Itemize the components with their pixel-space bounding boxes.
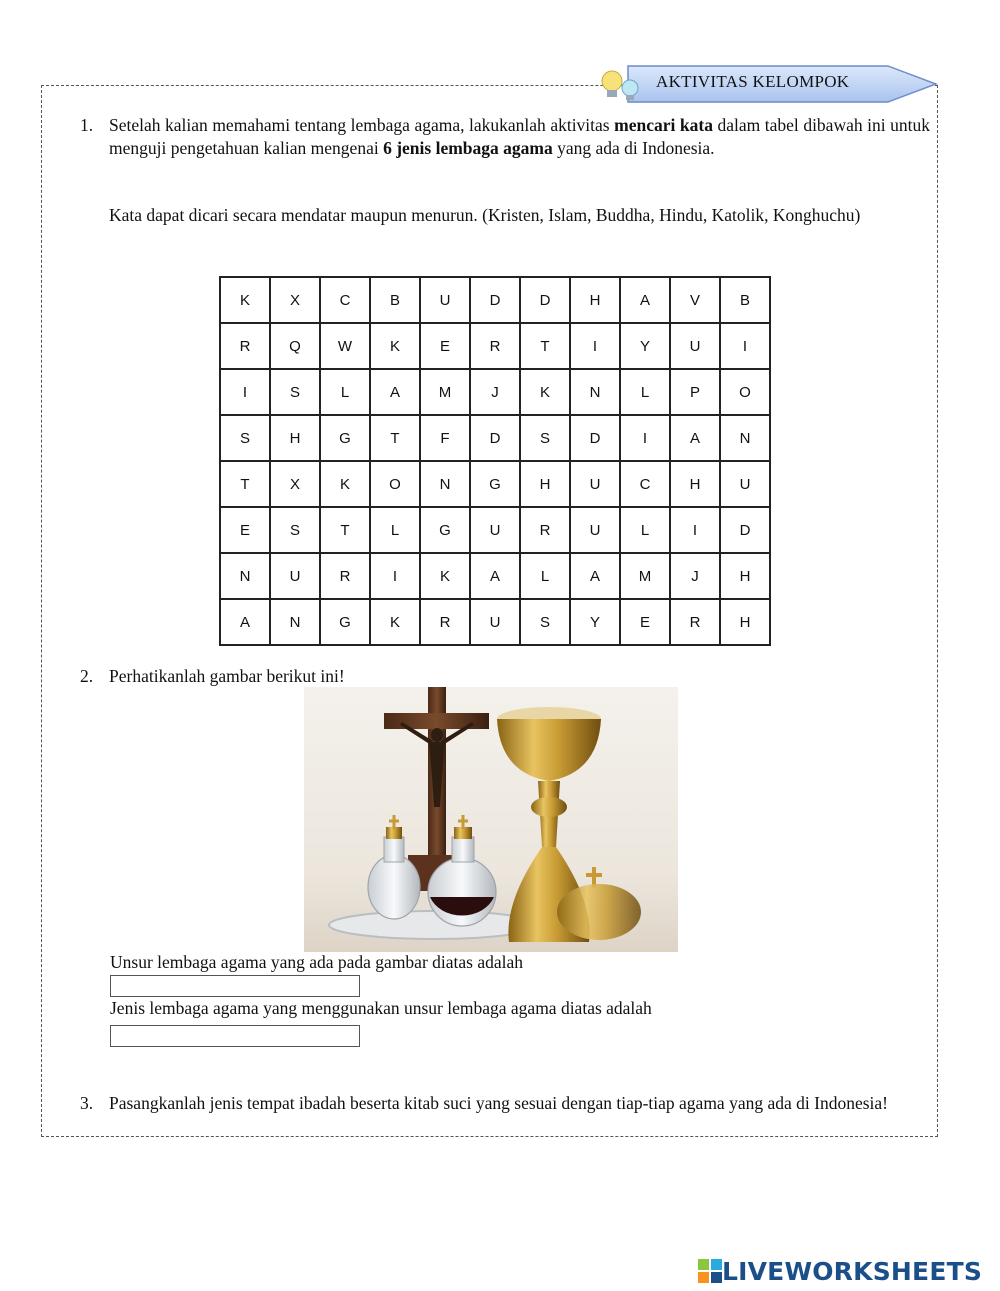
grid-cell[interactable]: A [620, 277, 670, 323]
grid-cell[interactable]: K [370, 599, 420, 645]
grid-cell[interactable]: R [520, 507, 570, 553]
grid-cell[interactable]: G [320, 599, 370, 645]
grid-cell[interactable]: X [270, 461, 320, 507]
answer-field-element[interactable] [110, 975, 360, 997]
question-number: 1. [80, 115, 94, 135]
grid-cell[interactable]: L [620, 369, 670, 415]
grid-cell[interactable]: I [620, 415, 670, 461]
grid-cell[interactable]: K [420, 553, 470, 599]
grid-cell[interactable]: L [520, 553, 570, 599]
grid-cell[interactable]: D [470, 415, 520, 461]
answer-prompt-2: Jenis lembaga agama yang menggunakan unsur lembaga agama diatas adalah [110, 998, 652, 1018]
grid-cell[interactable]: L [620, 507, 670, 553]
grid-cell[interactable]: U [670, 323, 720, 369]
grid-row [220, 415, 770, 461]
grid-cell[interactable]: E [220, 507, 270, 553]
grid-row [220, 461, 770, 507]
answer-field-religion[interactable] [110, 1025, 360, 1047]
grid-cell[interactable]: W [320, 323, 370, 369]
grid-cell[interactable]: K [320, 461, 370, 507]
grid-row [220, 323, 770, 369]
grid-cell[interactable]: A [220, 599, 270, 645]
grid-cell[interactable]: P [670, 369, 720, 415]
grid-cell[interactable]: H [270, 415, 320, 461]
grid-cell[interactable]: U [420, 277, 470, 323]
grid-cell[interactable]: A [570, 553, 620, 599]
grid-cell[interactable]: I [720, 323, 770, 369]
grid-cell[interactable]: M [620, 553, 670, 599]
grid-cell[interactable]: T [370, 415, 420, 461]
grid-cell[interactable]: E [620, 599, 670, 645]
grid-cell[interactable]: A [370, 369, 420, 415]
grid-cell[interactable]: D [720, 507, 770, 553]
grid-cell[interactable]: V [670, 277, 720, 323]
grid-cell[interactable]: L [370, 507, 420, 553]
grid-cell[interactable]: H [520, 461, 570, 507]
grid-cell[interactable]: R [320, 553, 370, 599]
grid-cell[interactable]: N [570, 369, 620, 415]
grid-cell[interactable]: F [420, 415, 470, 461]
grid-row [220, 369, 770, 415]
question-number: 3. [80, 1093, 94, 1113]
crucifix-chalice-cruets-photo [304, 687, 678, 952]
liveworksheets-logo[interactable] [698, 1256, 982, 1286]
grid-cell[interactable]: N [220, 553, 270, 599]
grid-cell[interactable]: U [570, 461, 620, 507]
grid-cell[interactable]: X [270, 277, 320, 323]
grid-cell[interactable]: C [620, 461, 670, 507]
grid-cell[interactable]: A [470, 553, 520, 599]
grid-cell[interactable]: N [720, 415, 770, 461]
grid-cell[interactable]: L [320, 369, 370, 415]
grid-cell[interactable]: I [370, 553, 420, 599]
grid-cell[interactable]: Y [570, 599, 620, 645]
grid-cell[interactable]: H [720, 553, 770, 599]
grid-cell[interactable]: E [420, 323, 470, 369]
grid-cell[interactable]: O [720, 369, 770, 415]
grid-cell[interactable]: U [270, 553, 320, 599]
grid-cell[interactable]: K [370, 323, 420, 369]
question-2-text: Perhatikanlah gambar berikut ini! [109, 666, 345, 686]
grid-cell[interactable]: K [520, 369, 570, 415]
grid-cell[interactable]: C [320, 277, 370, 323]
question-number: 2. [80, 666, 94, 686]
grid-cell[interactable]: U [470, 599, 520, 645]
grid-cell[interactable]: R [470, 323, 520, 369]
grid-row [220, 507, 770, 553]
badge-label: AKTIVITAS KELOMPOK [656, 72, 850, 91]
grid-cell[interactable]: D [570, 415, 620, 461]
grid-cell[interactable]: I [670, 507, 720, 553]
grid-cell[interactable]: S [270, 369, 320, 415]
grid-cell[interactable]: I [570, 323, 620, 369]
grid-cell[interactable]: Q [270, 323, 320, 369]
grid-cell[interactable]: U [570, 507, 620, 553]
grid-cell[interactable]: D [520, 277, 570, 323]
grid-cell[interactable]: G [320, 415, 370, 461]
word-search-grid [219, 276, 771, 646]
answer-prompt-1: Unsur lembaga agama yang ada pada gambar diatas adalah [110, 952, 524, 972]
liveworksheets-logo-text: LIVEWORKSHEETS [722, 1256, 983, 1286]
grid-cell[interactable]: G [420, 507, 470, 553]
grid-cell[interactable]: A [670, 415, 720, 461]
grid-cell[interactable]: S [220, 415, 270, 461]
grid-cell[interactable]: M [420, 369, 470, 415]
grid-cell[interactable]: U [720, 461, 770, 507]
grid-cell[interactable]: N [420, 461, 470, 507]
grid-cell[interactable]: R [420, 599, 470, 645]
question-3-text: Pasangkanlah jenis tempat ibadah beserta kitab suci yang sesuai dengan tiap-tiap agama yang ada di Indonesia! [109, 1093, 888, 1113]
grid-row [220, 553, 770, 599]
grid-cell[interactable]: T [220, 461, 270, 507]
question-1-text: Setelah kalian memahami tentang lembaga agama, lakukanlah aktivitas mencari kata dalam tabel dibawah ini untuk menguji pengetahuan kalian mengenai 6 jenis lembaga agama yang ada di Indonesia. [109, 115, 930, 158]
grid-cell[interactable]: Y [620, 323, 670, 369]
question-1-instruction: Kata dapat dicari secara mendatar maupun menurun. (Kristen, Islam, Buddha, Hindu, Katolik, Konghuchu) [109, 205, 861, 225]
grid-cell[interactable]: D [470, 277, 520, 323]
grid-cell[interactable]: I [220, 369, 270, 415]
grid-cell[interactable]: K [220, 277, 270, 323]
grid-cell[interactable]: B [720, 277, 770, 323]
liveworksheets-logo-icon [698, 1259, 722, 1283]
grid-cell[interactable]: J [670, 553, 720, 599]
grid-cell[interactable]: T [520, 323, 570, 369]
grid-cell[interactable]: S [520, 415, 570, 461]
grid-cell[interactable]: G [470, 461, 520, 507]
grid-cell[interactable]: S [270, 507, 320, 553]
grid-cell[interactable]: J [470, 369, 520, 415]
grid-cell[interactable]: H [670, 461, 720, 507]
grid-cell[interactable]: B [370, 277, 420, 323]
grid-row [220, 277, 770, 323]
grid-cell[interactable]: H [570, 277, 620, 323]
grid-row [220, 599, 770, 645]
grid-cell[interactable]: S [520, 599, 570, 645]
grid-cell[interactable]: T [320, 507, 370, 553]
grid-cell[interactable]: H [720, 599, 770, 645]
grid-cell[interactable]: R [670, 599, 720, 645]
grid-cell[interactable]: O [370, 461, 420, 507]
grid-cell[interactable]: R [220, 323, 270, 369]
grid-cell[interactable]: N [270, 599, 320, 645]
grid-cell[interactable]: U [470, 507, 520, 553]
